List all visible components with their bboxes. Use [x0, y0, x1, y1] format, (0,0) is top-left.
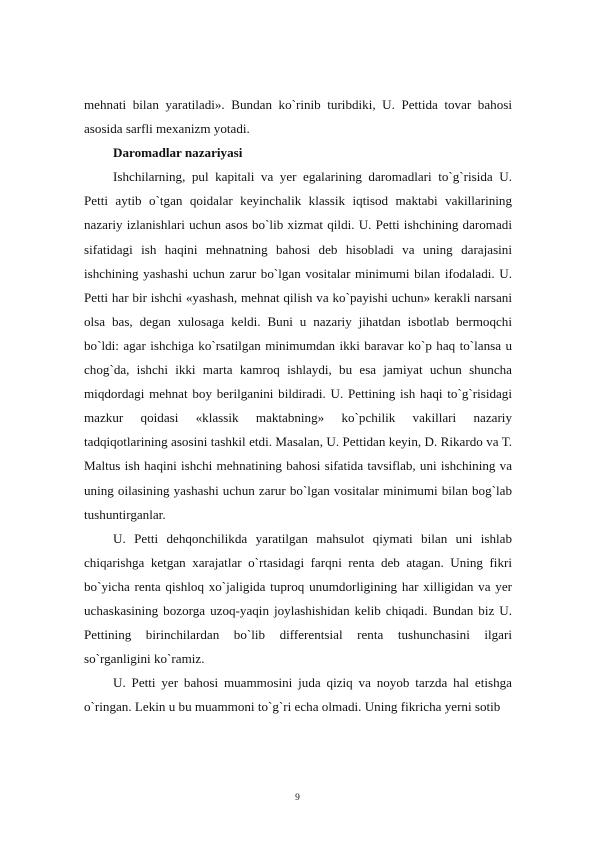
continuation-paragraph: mehnati bilan yaratiladi». Bundan ko`rinib turibdiki, U. Pettida tovar bahosi asosida sarfli mexanizm yotadi. [84, 97, 512, 137]
section-heading: Daromadlar nazariyasi [113, 145, 243, 161]
paragraph-wages: Ishchilarning, pul kapitali va yer egalarining daromadlari to`g`risida U. Petti aytib o`tgan qoidalar keyinchalik klassik iqtisod maktabi vakillarining nazariy izlanishlari uchun asos bo`lib xizmat qildi. U. Petti ishchining daromadi sifatidagi ish haqini mehnatning bahosi deb hisobladi va uning darajasini ishchining yashashi uchun zarur bo`lgan vositalar minimumi bilan ifodaladi. U. Petti har bir ishchi «yashash, mehnat qilish va ko`payishi uchun» kerakli narsani olsa bas, degan xulosaga keldi. Buni u nazariy jihatdan isbotlab bermoqchi bo`ldi: agar ishchiga ko`rsatilgan minimumdan ikki baravar ko`p haq to`lansa u chog`da, ishchi ikki marta kamroq ishlaydi, bu esa jamiyat uchun shuncha miqdordagi mehnat boy berilganini bildiradi. U. Pettining ish haqi to`g`risidagi mazkur qoidasi «klassik maktabning» ko`pchilik vakillari nazariy tadqiqotlarining asosini tashkil etdi. Masalan, U. Pettidan keyin, D. Rikardo va T. Maltus ish haqini ishchi mehnatining bahosi sifatida tavsiflab, uni ishchining va uning oilasining yashashi uchun zarur bo`lgan vositalar minimumi bilan bog`lab tushuntirganlar. [84, 169, 512, 522]
paragraph-rent: U. Petti dehqonchilikda yaratilgan mahsulot qiymati bilan uni ishlab chiqarishga ketgan xarajatlar o`rtasidagi farqni renta deb atagan. Uning fikri bo`yicha renta qishloq xo`jaligida tuproq unumdorligining har xilligidan va yer uchaskasining bozorga uzoq-yaqin joylashishidan kelib chiqadi. Bundan biz U. Pettining birinchilardan bo`lib differentsial renta tushunchasini ilgari so`rganligini ko`ramiz. [84, 530, 512, 667]
body-text [84, 93, 512, 719]
paragraph-land-price: U. Petti yer bahosi muammosini juda qiziq va noyob tarzda hal etishga o`ringan. Lekin u bu muammoni to`g`ri echa olmadi. Uning fikricha yerni sotib [84, 675, 512, 715]
page-number: 9 [295, 793, 300, 803]
